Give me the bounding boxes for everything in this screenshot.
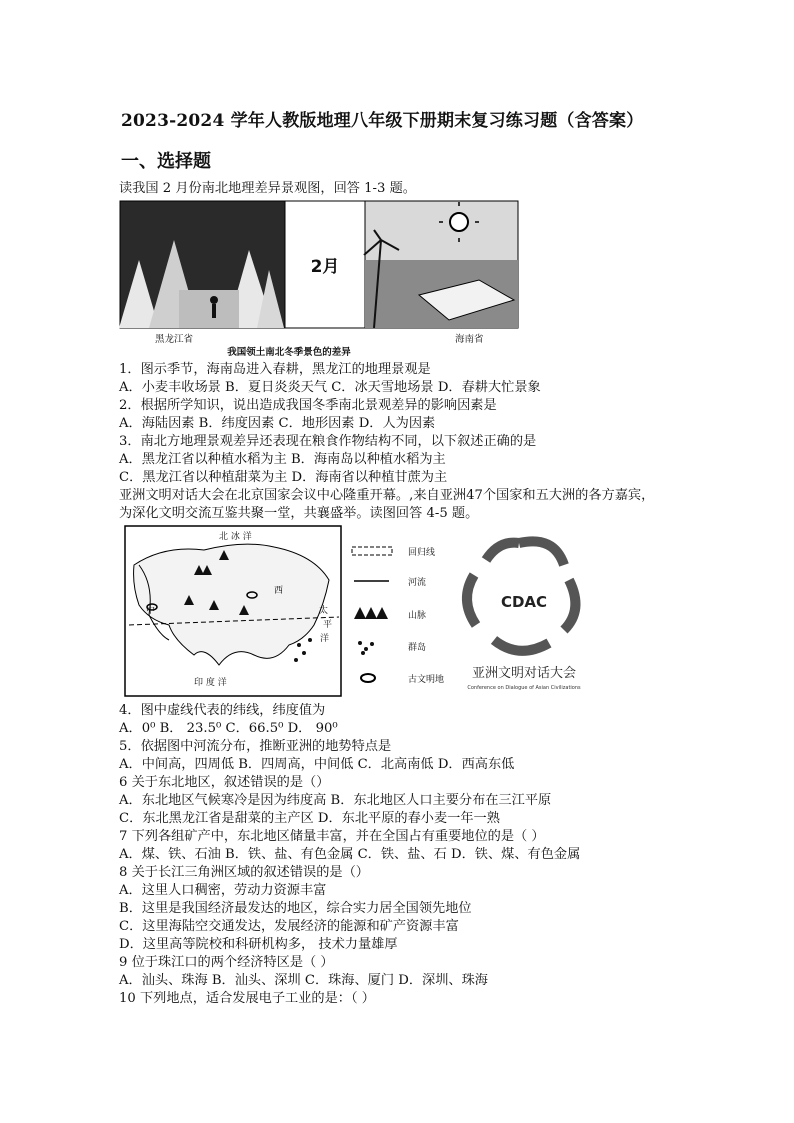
figure-north-south-landscape bbox=[119, 200, 519, 358]
intro-text-2b: 为深化文明交流互鉴共聚一堂，共襄盛举。读图回答 4-5 题。 bbox=[119, 506, 479, 521]
question-8-option-d: D．这里高等院校和科研机构多， 技术力量雄厚 bbox=[119, 937, 398, 952]
question-8: 8 关于长江三角洲区域的叙述错误的是（） bbox=[119, 865, 369, 880]
question-6: 6 关于东北地区，叙述错误的是（） bbox=[119, 775, 330, 790]
question-9: 9 位于珠江口的两个经济特区是（ ） bbox=[119, 955, 334, 970]
question-5-options: A．中间高，四周低 B．四周高，中间低 C．北高南低 D．西高东低 bbox=[119, 757, 515, 772]
logo-title: 亚洲文明对话大会 bbox=[471, 666, 577, 681]
right-label: 海南省 bbox=[455, 334, 484, 345]
question-8-option-b: B．这里是我国经济最发达的地区，综合实力居全国领先地位 bbox=[119, 901, 472, 916]
left-label: 黑龙江省 bbox=[155, 334, 194, 345]
question-3: 3．南北方地理景观差异还表现在粮食作物结构不同，以下叙述正确的是 bbox=[119, 434, 537, 449]
question-3-options-cd: C．黑龙江省以种植甜菜为主 D．海南省以种植甘蔗为主 bbox=[119, 470, 448, 485]
legend-islands: 群岛 bbox=[408, 643, 427, 653]
month-label: 2月 bbox=[310, 257, 340, 277]
map-label-west: 西 bbox=[274, 586, 284, 596]
cdac-logo bbox=[467, 541, 581, 691]
map-label-pacific-2: 平 bbox=[323, 620, 333, 630]
document-title: 2023-2024 学年人教版地理八年级下册期末复习练习题（含答案） bbox=[121, 111, 644, 131]
logo-subtitle: Conference on Dialogue of Asian Civilizations bbox=[467, 685, 581, 691]
legend-tropic: 回归线 bbox=[408, 548, 436, 558]
map-label-pacific-1: 太 bbox=[319, 606, 329, 616]
question-1: 1．图示季节，海南岛进入春耕，黑龙江的地理景观是 bbox=[119, 362, 431, 377]
question-5: 5．依据图中河流分布，推断亚洲的地势特点是 bbox=[119, 739, 392, 754]
question-3-options-ab: A．黑龙江省以种植水稻为主 B．海南岛以种植水稻为主 bbox=[119, 452, 446, 467]
map-label-indian: 印 度 洋 bbox=[194, 678, 227, 688]
question-8-option-a: A．这里人口稠密，劳动力资源丰富 bbox=[119, 883, 327, 898]
sun-icon bbox=[450, 213, 468, 231]
map-label-arctic: 北 冰 洋 bbox=[219, 532, 252, 542]
figure1-caption: 我国领土南北冬季景色的差异 bbox=[227, 347, 351, 358]
question-7: 7 下列各组矿产中，东北地区储量丰富，并在全国占有重要地位的是（ ） bbox=[119, 829, 545, 844]
intro-text-2a: 亚洲文明对话大会在北京国家会议中心隆重开幕。,来自亚洲47个国家和五大洲的各方嘉宾， bbox=[119, 488, 655, 503]
section-heading: 一、选择题 bbox=[121, 151, 211, 172]
intro-text-1: 读我国 2 月份南北地理差异景观图，回答 1-3 题。 bbox=[119, 181, 416, 196]
map-label-pacific-3: 洋 bbox=[320, 634, 330, 644]
question-4: 4．图中虚线代表的纬线，纬度值为 bbox=[119, 703, 326, 718]
question-9-options: A．汕头、珠海 B．汕头、深圳 C．珠海、厦门 D．深圳、珠海 bbox=[119, 973, 488, 988]
question-10: 10 下列地点，适合发展电子工业的是：（ ） bbox=[119, 991, 375, 1006]
question-2-options: A．海陆因素 B．纬度因素 C．地形因素 D．人为因素 bbox=[119, 416, 436, 431]
question-1-options: A．小麦丰收场景 B．夏日炎炎天气 C．冰天雪地场景 D．春耕大忙景象 bbox=[119, 380, 541, 395]
legend-civilization: 古文明地 bbox=[408, 675, 445, 685]
map-legend bbox=[352, 546, 444, 685]
map-label-mid: 中 bbox=[146, 606, 156, 616]
logo-acronym: CDAC bbox=[500, 593, 548, 611]
legend-river: 河流 bbox=[408, 578, 427, 588]
question-7-options: A．煤、铁、石油 B．铁、盐、有色金属 C．铁、盐、石 D．铁、煤、有色金属 bbox=[119, 847, 581, 862]
question-2: 2．根据所学知识，说出造成我国冬季南北景观差异的影响因素是 bbox=[119, 398, 497, 413]
legend-mountain: 山脉 bbox=[408, 611, 427, 621]
question-6-options-ab: A．东北地区气候寒冷是因为纬度高 B．东北地区人口主要分布在三江平原 bbox=[119, 793, 552, 808]
figure-asia-map bbox=[124, 525, 594, 697]
question-6-options-cd: C．东北黑龙江省是甜菜的主产区 D．东北平原的春小麦一年一熟 bbox=[119, 811, 500, 826]
question-4-options: A．0⁰ B． 23.5⁰ C．66.5⁰ D． 90⁰ bbox=[119, 721, 338, 736]
question-8-option-c: C．这里海陆空交通发达，发展经济的能源和矿产资源丰富 bbox=[119, 919, 459, 934]
